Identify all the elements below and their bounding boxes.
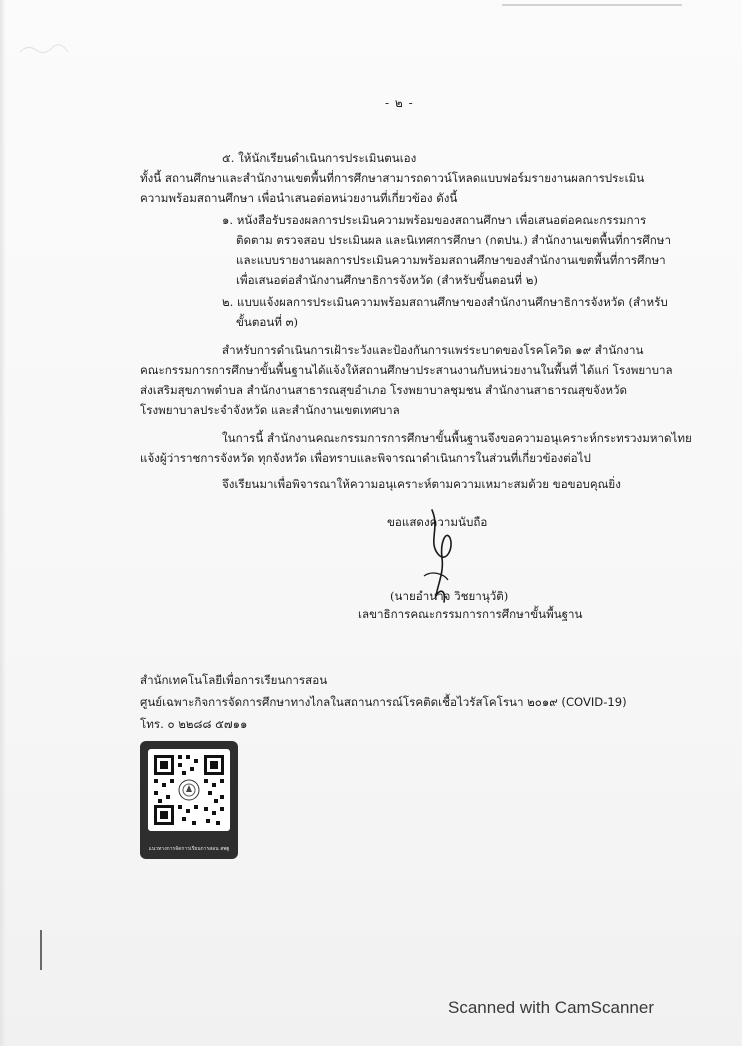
scan-top-strip <box>502 4 682 6</box>
body-line-8: ๒. แบบแจ้งผลการประเมินความพร้อมสถานศึกษาของสำนักงานศึกษาธิการจังหวัด (สำหรับ <box>222 295 668 309</box>
body-line-16: จึงเรียนมาเพื่อพิจารณาให้ความอนุเคราะห์ตามความเหมาะสมด้วย ขอขอบคุณยิ่ง <box>222 477 621 491</box>
scan-edge-shadow <box>0 0 6 1046</box>
body-line-4: ๑. หนังสือรับรองผลการประเมินความพร้อมของสถานศึกษา เพื่อเสนอต่อคณะกรรมการ <box>222 213 647 227</box>
body-line-14: ในการนี้ สำนักงานคณะกรรมการการศึกษาขั้นพื้นฐานจึงขอความอนุเคราะห์กระทรวงมหาดไทย <box>222 431 692 445</box>
body-line-11: คณะกรรมการการศึกษาขั้นพื้นฐานได้แจ้งให้สถานศึกษาประสานงานกับหน่วยงานในพื้นที่ ได้แก่ โรงพยาบาล <box>140 363 673 377</box>
body-line-9: ขั้นตอนที่ ๓) <box>236 315 299 329</box>
page-number: - ๒ - <box>385 96 414 110</box>
body-line-5: ติดตาม ตรวจสอบ ประเมินผล และนิเทศการศึกษา (กตปน.) สำนักงานเขตพื้นที่การศึกษา <box>236 233 671 247</box>
body-line-1: ๕. ให้นักเรียนดำเนินการประเมินตนเอง <box>222 151 417 165</box>
body-line-15: แจ้งผู้ว่าราชการจังหวัด ทุกจังหวัด เพื่อทราบและพิจารณาดำเนินการในส่วนที่เกี่ยวข้องต่อไป <box>140 451 591 465</box>
qr-code <box>148 749 230 831</box>
qr-code-icon <box>148 749 230 831</box>
body-line-6: และแบบรายงานผลการประเมินความพร้อมสถานศึกษาของสำนักงานเขตพื้นที่การศึกษา <box>236 253 666 267</box>
footer-office: สำนักเทคโนโลยีเพื่อการเรียนการสอน <box>140 673 328 687</box>
body-line-13: โรงพยาบาลประจำจังหวัด และสำนักงานเขตเทศบาล <box>140 403 400 417</box>
body-line-7: เพื่อเสนอต่อสำนักงานศึกษาธิการจังหวัด (สำหรับขั้นตอนที่ ๒) <box>236 273 538 287</box>
scan-margin-mark <box>40 930 42 970</box>
signer-position: เลขาธิการคณะกรรมการการศึกษาขั้นพื้นฐาน <box>358 607 583 621</box>
scan-smudge <box>18 40 78 58</box>
body-line-3: ความพร้อมสถานศึกษา เพื่อนำเสนอต่อหน่วยงานที่เกี่ยวข้อง ดังนี้ <box>140 191 458 205</box>
qr-code-card[interactable] <box>140 741 238 859</box>
footer-center: ศูนย์เฉพาะกิจการจัดการศึกษาทางไกลในสถานการณ์โรคติดเชื้อไวรัสโคโรนา ๒๐๑๙ (COVID-19) <box>140 695 627 709</box>
footer-phone: โทร. ๐ ๒๒๘๘ ๕๗๑๑ <box>140 717 248 731</box>
signer-name: (นายอำนาจ วิชยานุวัติ) <box>390 589 509 603</box>
closing-text: ขอแสดงความนับถือ <box>387 515 488 529</box>
body-line-10: สำหรับการดำเนินการเฝ้าระวังและป้องกันการแพร่ระบาดของโรคโควิด ๑๙ สำนักงาน <box>222 343 644 357</box>
body-line-2: ทั้งนี้ สถานศึกษาและสำนักงานเขตพื้นที่การศึกษาสามารถดาวน์โหลดแบบฟอร์มรายงานผลการประเมิน <box>140 171 645 185</box>
body-line-12: ส่งเสริมสุขภาพตำบล สำนักงานสาธารณสุขอำเภอ โรงพยาบาลชุมชน สำนักงานสาธารณสุขจังหวัด <box>140 383 628 397</box>
qr-caption: แนวทางการจัดการเรียนการสอน สพฐ <box>148 846 230 852</box>
camscanner-watermark: Scanned with CamScanner <box>448 998 655 1017</box>
